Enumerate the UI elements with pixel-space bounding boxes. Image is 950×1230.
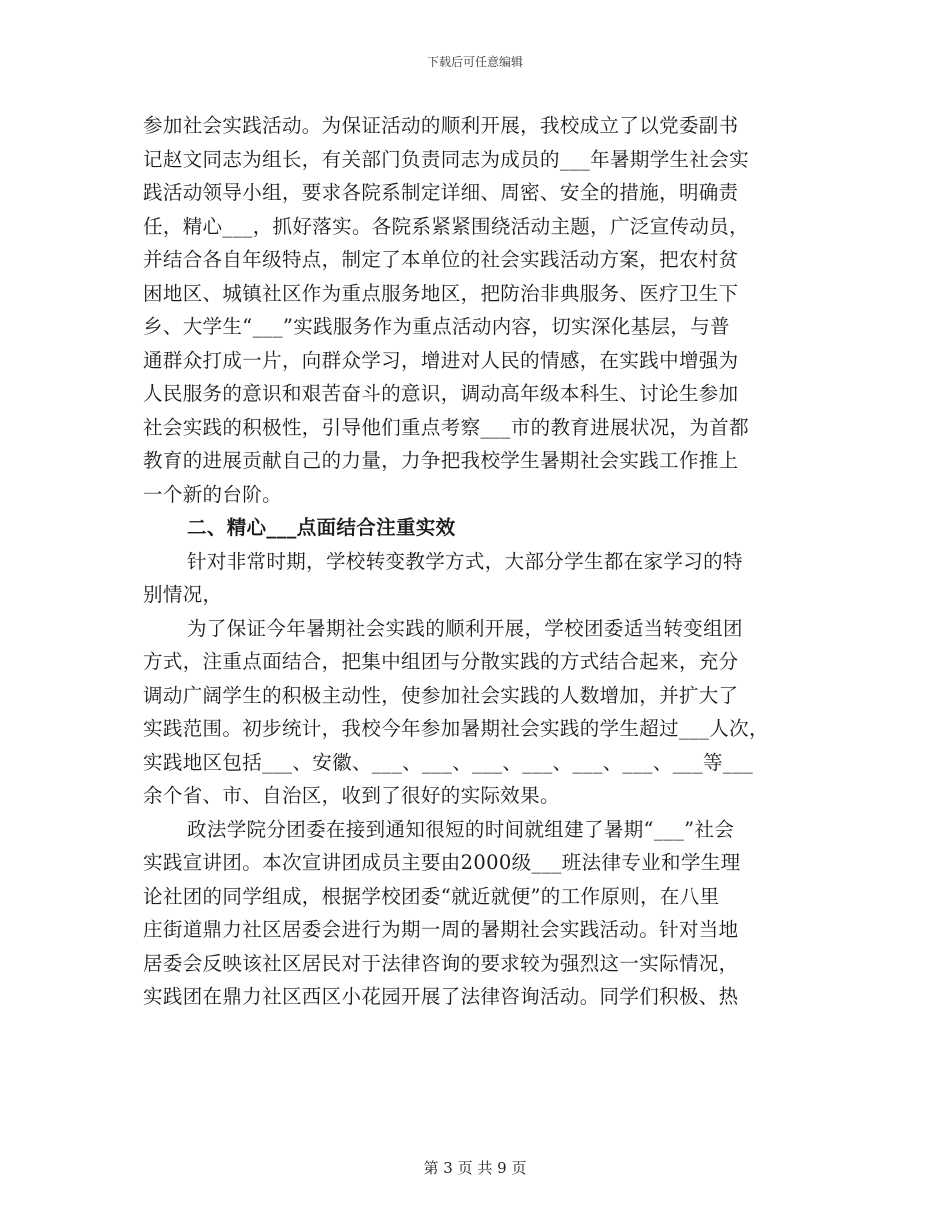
text-line: 记赵文同志为组长，有关部门负责同志为成员的___年暑期学生社会实 [143, 147, 749, 171]
text-line: 教育的进展贡献自己的力量，力争把我校学生暑期社会实践工作推上 [143, 449, 739, 472]
text-line: 并结合各自年级特点，制定了本单位的社会实践活动方案，把农村贫 [143, 248, 739, 271]
text-line: 实践宣讲团。本次宣讲团成员主要由2000级___班法律专业和学生理 [143, 851, 741, 874]
text-line: 通群众打成一片，向群众学习，增进对人民的情感，在实践中增强为 [143, 348, 739, 372]
text-line: 方式，注重点面结合，把集中组团与分散实践的方式结合起来，充分 [143, 650, 739, 673]
text-line: 实践范围。初步统计，我校今年参加暑期社会实践的学生超过___人次， [143, 717, 769, 740]
section-heading: 二、精心___点面结合注重实效 [187, 516, 456, 539]
text-line: 实践团在鼎力社区西区小花园开展了法律咨询活动。同学们积极、热 [143, 985, 739, 1008]
text-line: 参加社会实践活动。为保证活动的顺利开展，我校成立了以党委副书 [143, 114, 739, 137]
text-line: 论社团的同学组成，根据学校团委“就近就便”的工作原则，在八里 [143, 884, 720, 908]
text-line: 乡、大学生“___”实践服务作为重点活动内容，切实深化基层，与普 [143, 315, 730, 338]
text-line: 别情况， [143, 583, 223, 606]
text-line: 政法学院分团委在接到通知很短的时间就组建了暑期“___”社会 [187, 817, 735, 841]
text-line: 为了保证今年暑期社会实践的顺利开展，学校团委适当转变组团 [187, 616, 743, 640]
text-line: 任，精心___，抓好落实。各院系紧紧围绕活动主题，广泛宣传动员， [143, 214, 749, 238]
page-number: 第 3 页 共 9 页 [423, 1159, 527, 1177]
page-header: 下载后可任意编辑 [426, 55, 523, 69]
text-line: 社会实践的积极性，引导他们重点考察___市的教育进展状况，为首都 [143, 415, 749, 439]
text-line: 调动广阔学生的积极主动性，使参加社会实践的人数增加，并扩大了 [143, 683, 739, 707]
text-line: 余个省、市、自治区，收到了很好的实际效果。 [143, 784, 560, 807]
text-line: 践活动领导小组，要求各院系制定详细、周密、安全的措施，明确责 [143, 181, 739, 204]
text-line: 居委会反映该社区居民对于法律咨询的要求较为强烈这一实际情况， [143, 951, 739, 975]
text-line: 庄街道鼎力社区居委会进行为期一周的暑期社会实践活动。针对当地 [143, 918, 739, 941]
text-line: 针对非常时期，学校转变教学方式，大部分学生都在家学习的特 [187, 549, 743, 573]
text-line: 一个新的台阶。 [143, 482, 282, 506]
text-line: 困地区、城镇社区作为重点服务地区，把防治非典服务、医疗卫生下 [143, 281, 739, 305]
text-line: 人民服务的意识和艰苦奋斗的意识，调动高年级本科生、讨论生参加 [143, 382, 739, 405]
document-body [143, 109, 815, 1014]
text-line: 实践地区包括___、安徽、___、___、___、___、___、___、___等___ [143, 750, 754, 774]
